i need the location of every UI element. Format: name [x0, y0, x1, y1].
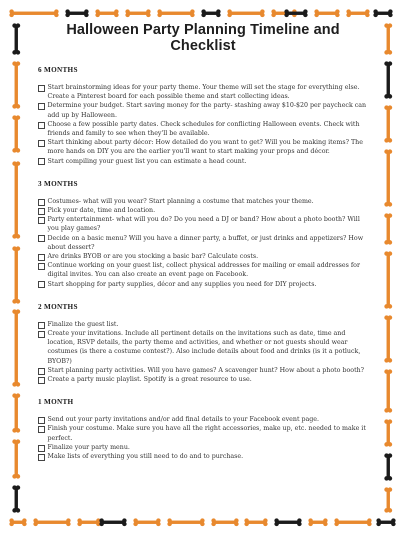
- bone-icon: [12, 484, 21, 514]
- checkbox[interactable]: [38, 254, 45, 261]
- bone-icon: [156, 9, 196, 18]
- checkbox[interactable]: [38, 158, 45, 165]
- checklist-item-text: Create a party music playlist. Spotify is a great resource to use.: [47, 376, 252, 384]
- bone-icon: [8, 518, 28, 527]
- checklist-item: [38, 375, 368, 384]
- section-heading: 6 MONTHS: [38, 66, 78, 74]
- checklist-item: [38, 452, 368, 461]
- bone-icon: [243, 518, 269, 527]
- checklist-item: [38, 443, 368, 452]
- checkbox[interactable]: [38, 454, 45, 461]
- checkbox[interactable]: [38, 377, 45, 384]
- checkbox[interactable]: [38, 85, 45, 92]
- checklist-item-text: Finish your costume. Make sure you have all the right accessories, make up, etc. needed to make it perfect.: [47, 425, 366, 442]
- bone-icon: [12, 114, 21, 154]
- checklist-item-text: Determine your budget. Start saving money for the party- stashing away $10-$20 per paycheck can add up by Halloween.: [47, 102, 367, 119]
- bone-icon: [384, 250, 393, 310]
- checklist-item-text: Send out your party invitations and/or add final details to your Facebook event page.: [47, 416, 320, 424]
- checklist-item-text: Make lists of everything you still need to do and to purchase.: [47, 453, 244, 461]
- checklist-item: [38, 280, 368, 289]
- section: [38, 180, 368, 289]
- bone-icon: [12, 392, 21, 434]
- bone-icon: [94, 9, 120, 18]
- checkbox[interactable]: [38, 281, 45, 288]
- checklist-item: [38, 329, 368, 366]
- bone-icon: [273, 518, 303, 527]
- bone-icon: [32, 518, 72, 527]
- bone-icon: [384, 212, 393, 246]
- bone-icon: [384, 104, 393, 144]
- bone-icon: [12, 60, 21, 110]
- bone-icon: [12, 438, 21, 480]
- bone-icon: [333, 518, 373, 527]
- checklist-item-text: Costumes- what will you wear? Start planning a costume that matches your theme.: [47, 197, 314, 205]
- checkbox[interactable]: [38, 199, 45, 206]
- checkbox[interactable]: [38, 235, 45, 242]
- checklist-item-text: Start shopping for party supplies, décor and any supplies you need for DIY projects.: [47, 280, 317, 288]
- checklist-item-text: Decide on a basic menu? Will you have a dinner party, a buffet, or just drinks and appetizers? How about dessert?: [47, 234, 364, 251]
- checklist-item-text: Choose a few possible party dates. Check schedules for conflicting Halloween events. Check with friends and family to see when they'll be available.: [47, 120, 360, 138]
- checklist-page: [38, 22, 368, 475]
- bone-icon: [12, 22, 21, 56]
- checkbox[interactable]: [38, 322, 45, 329]
- checklist-item-text: Finalize your party menu.: [47, 443, 130, 451]
- bone-icon: [210, 518, 240, 527]
- checklist-item: [38, 83, 368, 101]
- bone-icon: [384, 314, 393, 364]
- checklist-item: [38, 320, 368, 329]
- checklist-item: [38, 252, 368, 261]
- bone-icon: [384, 60, 393, 100]
- bone-icon: [12, 308, 21, 388]
- bone-icon: [8, 9, 60, 18]
- bone-icon: [372, 9, 394, 18]
- checklist-item-text: Party entertainment- what will you do? Do you need a DJ or band? How about a photo booth? Will you play games?: [47, 216, 360, 233]
- checklist-item-text: Are drinks BYOB or are you stocking a basic bar? Calculate costs.: [47, 253, 259, 261]
- bone-icon: [384, 148, 393, 208]
- checklist-item-text: Create your invitations. Include all pertinent details on the invitations such as date, time and location, RSVP details, the party theme and activities, and whether or not guests should wear costumes (is there a costume contest?). Also include details about food and drinks (is it a potluck, BYOB?): [47, 330, 361, 365]
- bone-icon: [226, 9, 266, 18]
- checklist-item: [38, 101, 368, 119]
- checklist-item: [38, 197, 368, 206]
- bone-icon: [12, 160, 21, 240]
- bone-icon: [200, 9, 222, 18]
- checklist-item-text: Pick your date, time and location.: [47, 207, 156, 215]
- checkbox[interactable]: [38, 103, 45, 110]
- bone-icon: [124, 9, 152, 18]
- bone-icon: [384, 452, 393, 482]
- checklist-item: [38, 120, 368, 138]
- section-heading: 1 MONTH: [38, 398, 74, 407]
- checklist-item-text: Continue working on your guest list, collect physical addresses for mailing or email addresses for digital invites. You can also create an event page on Facebook.: [47, 262, 360, 279]
- checklist-item-text: Start brainstorming ideas for your party theme. Your theme will set the stage for everything else. Create a Pinterest board for each possible theme and start collecting ideas.: [47, 84, 360, 101]
- checklist-item-text: Start planning party activities. Will you have games? A scavenger hunt? How about a photo booth?: [47, 366, 365, 374]
- bone-icon: [98, 518, 128, 527]
- checkbox[interactable]: [38, 208, 45, 215]
- checklist-item: [38, 424, 368, 442]
- sections-container: [38, 66, 368, 461]
- checkbox[interactable]: [38, 263, 45, 270]
- checklist-item: [38, 415, 368, 424]
- checklist-item-text: Start compiling your guest list you can estimate a head count.: [47, 157, 247, 165]
- bone-icon: [375, 518, 397, 527]
- section-heading: 2 MONTHS: [38, 302, 78, 311]
- bone-icon: [313, 9, 341, 18]
- checkbox[interactable]: [38, 122, 45, 129]
- bone-icon: [384, 418, 393, 448]
- checkbox[interactable]: [38, 217, 45, 224]
- checkbox[interactable]: [38, 417, 45, 424]
- section: [38, 303, 368, 384]
- checklist-item-text: Start thinking about party décor: How detailed do you want to get? Will you be making items? The more hands on DIY you are the earlier you'll want to start making your props and décor.: [47, 139, 363, 156]
- section-heading: 3 MONTHS: [38, 179, 78, 188]
- checklist-item: [38, 157, 368, 166]
- checklist-item: [38, 234, 368, 252]
- checkbox[interactable]: [38, 426, 45, 433]
- checkbox[interactable]: [38, 445, 45, 452]
- bone-icon: [166, 518, 206, 527]
- bone-icon: [384, 368, 393, 414]
- bone-icon: [132, 518, 162, 527]
- bone-icon: [345, 9, 371, 18]
- bone-icon: [384, 22, 393, 56]
- bone-icon: [64, 9, 90, 18]
- checklist-item-text: Finalize the guest list.: [47, 320, 119, 328]
- checkbox[interactable]: [38, 331, 45, 338]
- checkbox[interactable]: [38, 368, 45, 375]
- bone-icon: [307, 518, 329, 527]
- checklist-item: [38, 366, 368, 375]
- section: [38, 66, 368, 166]
- checklist-item: [38, 261, 368, 279]
- section: [38, 398, 368, 461]
- checklist-item: [38, 215, 368, 233]
- bone-icon: [384, 486, 393, 514]
- checkbox[interactable]: [38, 140, 45, 147]
- page-title: Halloween Party Planning Timeline and Checklist: [66, 22, 340, 54]
- bone-icon: [283, 9, 309, 18]
- checklist-item: [38, 138, 368, 156]
- checklist-item: [38, 206, 368, 215]
- bone-icon: [12, 245, 21, 305]
